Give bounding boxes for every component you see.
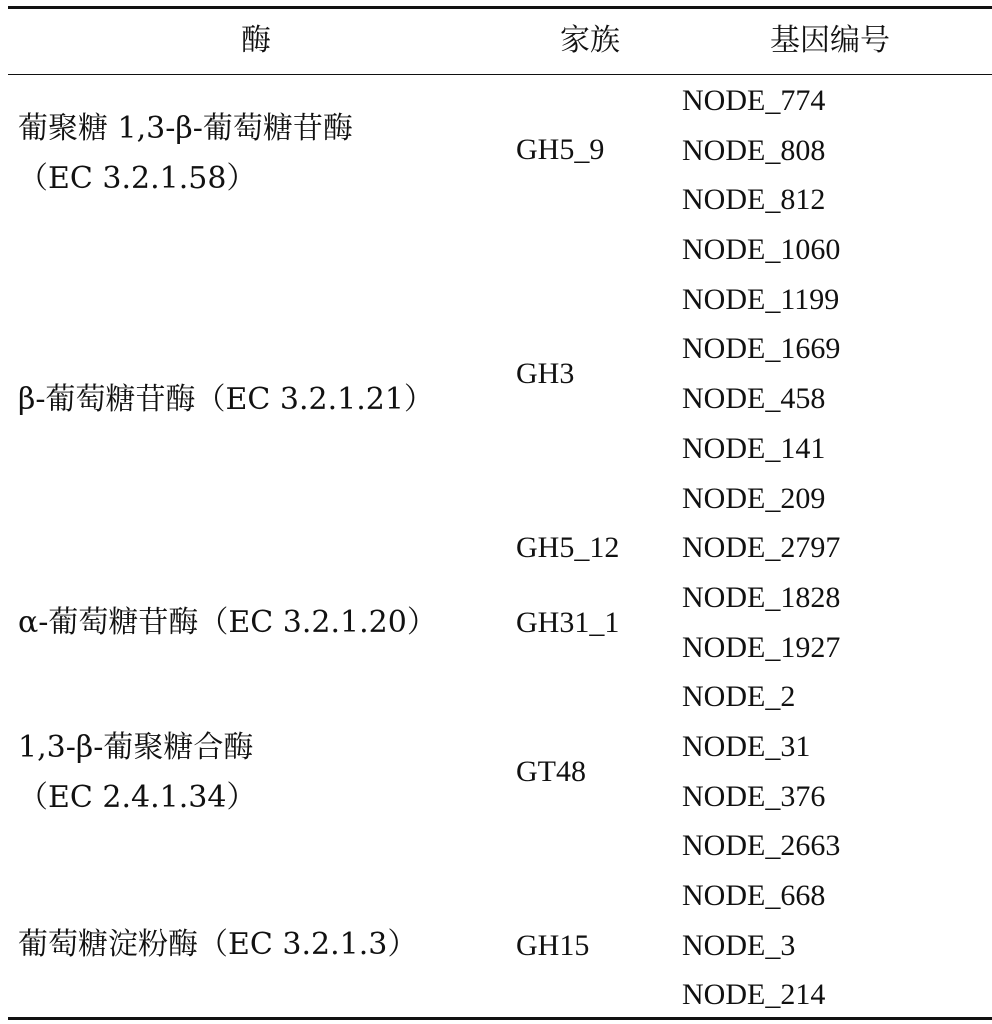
family-cell: GH15 xyxy=(516,929,590,962)
enzyme-cell-glucan-1-3-beta-glucosidase xyxy=(18,104,353,204)
gene-id-cell: NODE_2797 xyxy=(682,531,841,565)
table-top-rule xyxy=(8,6,992,9)
gene-id-cell: NODE_1199 xyxy=(682,282,840,316)
gene-id-list xyxy=(682,76,840,1020)
enzyme-name: 葡萄糖淀粉酶（EC 3.2.1.3） xyxy=(18,927,418,962)
gene-id-cell: NODE_1828 xyxy=(682,580,841,614)
family-cell: GH5_9 xyxy=(516,133,605,166)
gene-id-cell: NODE_1927 xyxy=(682,630,841,664)
enzyme-ec-number: （EC 3.2.1.58） xyxy=(18,161,257,196)
gene-id-cell: NODE_376 xyxy=(682,779,826,813)
gene-id-cell: NODE_214 xyxy=(682,978,826,1012)
enzyme-name: α-葡萄糖苷酶（EC 3.2.1.20） xyxy=(18,605,437,640)
enzyme-cell-glucoamylase xyxy=(18,920,417,970)
gene-id-cell: NODE_3 xyxy=(682,928,796,962)
enzyme-name: 1,3-β-葡聚糖合酶 xyxy=(18,730,254,765)
enzyme-ec-number: （EC 2.4.1.34） xyxy=(18,780,257,815)
header-gene-id: 基因编号 xyxy=(770,23,890,58)
gene-id-cell: NODE_2 xyxy=(682,680,796,714)
gene-id-cell: NODE_1669 xyxy=(682,332,841,366)
enzyme-name: 葡聚糖 1,3-β-葡萄糖苷酶 xyxy=(18,111,353,146)
header-family: 家族 xyxy=(560,23,620,58)
gene-id-cell: NODE_31 xyxy=(682,729,811,763)
gene-id-cell: NODE_1060 xyxy=(682,233,841,267)
gene-id-cell: NODE_458 xyxy=(682,382,826,416)
enzyme-cell-alpha-glucosidase xyxy=(18,598,437,648)
gene-id-cell: NODE_812 xyxy=(682,183,826,217)
table-header-rule xyxy=(8,74,992,75)
header-enzyme: 酶 xyxy=(241,23,271,58)
family-cell: GH3 xyxy=(516,357,575,390)
enzyme-cell-beta-glucan-synthase xyxy=(18,723,256,823)
gene-id-cell: NODE_668 xyxy=(682,879,826,912)
gene-id-cell: NODE_774 xyxy=(682,84,826,117)
family-cell: GH5_12 xyxy=(516,531,620,564)
gene-id-cell: NODE_808 xyxy=(682,133,826,167)
table-bottom-rule xyxy=(8,1017,992,1020)
enzyme-name: β-葡萄糖苷酶（EC 3.2.1.21） xyxy=(18,382,434,417)
family-cell: GT48 xyxy=(516,755,586,788)
gene-id-cell: NODE_209 xyxy=(682,481,826,515)
enzyme-cell-beta-glucosidase xyxy=(18,375,434,425)
gene-id-cell: NODE_141 xyxy=(682,431,826,465)
family-cell: GH31_1 xyxy=(516,606,620,639)
gene-id-cell: NODE_2663 xyxy=(682,829,841,863)
